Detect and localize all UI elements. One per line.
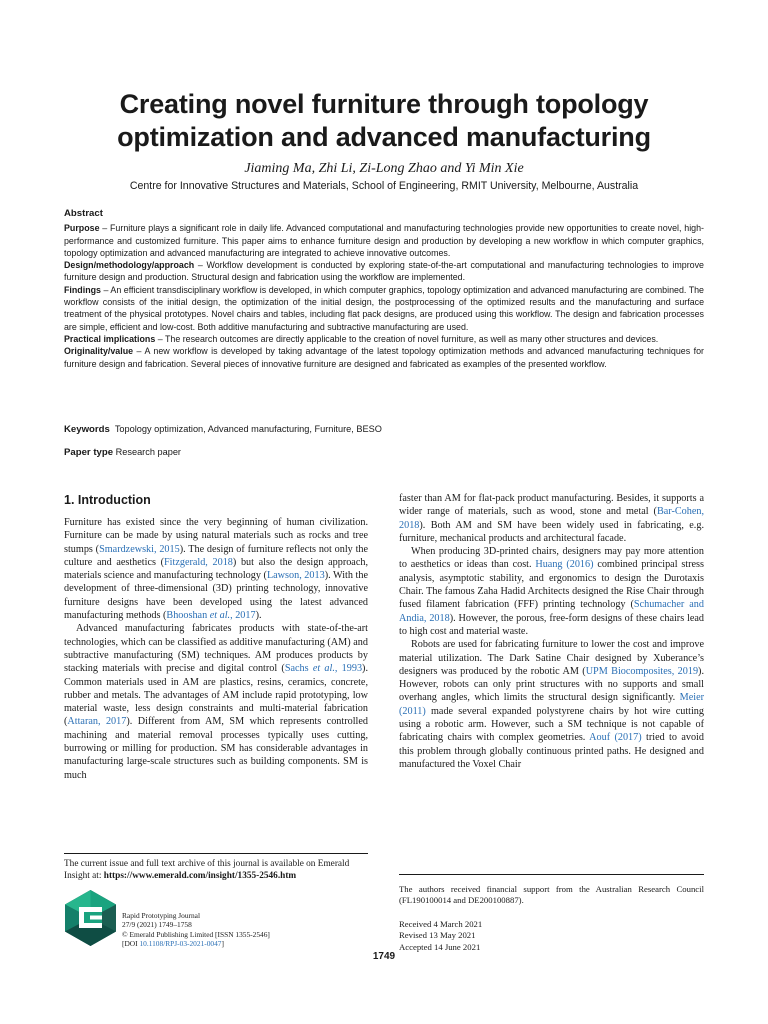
abstract-block <box>64 208 704 370</box>
journal-volume: 27/9 (2021) 1749–1758 <box>122 920 192 930</box>
title-line-2: optimization and advanced manufacturing <box>117 122 651 152</box>
journal-name: Rapid Prototyping Journal <box>122 911 201 920</box>
paper-type-text: Research paper <box>115 447 181 457</box>
citation-link[interactable]: Sachs et al., 1993 <box>284 663 363 675</box>
purpose-label: Purpose <box>64 223 100 234</box>
findings-label: Findings <box>64 284 101 295</box>
citation-link[interactable]: Huang (2016) <box>535 559 594 571</box>
funding-note: The authors received financial support from the Australian Research Council (FL190100014 and DE200100887). <box>399 884 704 906</box>
paragraph: Furniture has existed since the very beginning of human civilization. Furniture can be made by using natural materials such as rocks and tree stumps (Smardzewski, 2015). The design of furniture reflects not only the culture and aesthetics (Fitzgerald, 2018) but also the design approach, materials science and manufacturing technology (Lawson, 2013). With the development of three-dimensional (3D) printing technology, innovative furniture designs have been developed using the latest advanced manufacturing methods (Bhooshan et al., 2017). <box>64 517 369 622</box>
citation-link[interactable]: Smardzewski, 2015 <box>99 543 180 555</box>
keywords-label: Keywords <box>64 424 110 435</box>
design-label: Design/methodology/approach <box>64 260 195 271</box>
citation-link[interactable]: Aouf (2017) <box>589 732 642 744</box>
citation-link[interactable]: UPM Biocomposites, 2019 <box>585 665 699 677</box>
section-heading: 1. Introduction <box>64 493 151 507</box>
purpose-text: – Furniture plays a significant role in daily life. Advanced computational and manufacturing technologies provide new opportunities to create novel, high-performance and customized furniture. This paper aims to enhance furniture design and production by developing a new workflow in which computer graphics, topology optimization and advanced manufacturing are integrated to achieve innovative outcomes. <box>64 223 704 258</box>
keywords <box>64 424 704 435</box>
article-dates <box>399 919 482 953</box>
citation-link[interactable]: Meier (2011) <box>399 692 704 717</box>
affiliation: Centre for Innovative Structures and Materials, School of Engineering, RMIT University, Melbourne, Australia <box>129 180 639 192</box>
keywords-text: Topology optimization, Advanced manufacturing, Furniture, BESO <box>114 424 382 434</box>
citation-link[interactable]: Lawson, 2013 <box>266 570 325 582</box>
design-text: – Workflow development is conducted by exploring state-of-the-art computational and manufacturing technologies to improve furniture design and production. Structural design and fabrication using the workflow are implemented. <box>64 260 704 283</box>
paper-type-label: Paper type <box>64 447 114 458</box>
abstract-design <box>64 259 704 284</box>
paragraph: Advanced manufacturing fabricates products with state-of-the-art technologies, which can be classified as additive manufacturing (AM) and subtractive manufacturing (SM) techniques. AM produces products by stacking materials with precise and digital control (Sachs et al., 1993). Common materials used in AM are plastics, resins, ceramics, concrete, rubber and metals. The advantages of AM include rapid prototyping, low material waste, less design constraints and multi-material fabrication (Attaran, 2017). Different from AM, SM which represents controlled machining and material removal processes typically uses cutting, burrowing or milling for production. SM has considerable advantages in manufacturing large-scale structures such as building components. SM is much <box>64 623 368 781</box>
paragraph: faster than AM for flat-pack product manufacturing. Besides, it supports a wider range of materials, such as wood, stone and metal (Bar-Cohen, 2018). Both AM and SM have been widely used in fabricating, e.g. furniture, mechanical products and architectural facade. <box>399 493 704 544</box>
citation-link[interactable]: Bar-Cohen, 2018 <box>399 506 704 531</box>
journal-info <box>122 911 270 948</box>
page-number: 1749 <box>372 951 396 962</box>
abstract-originality <box>64 345 704 370</box>
practical-label: Practical implications <box>64 333 156 344</box>
journal-archive-note: The current issue and full text archive of this journal is available on Emerald Insight at: https://www.emerald.com/insight/1355-2546.htm <box>64 859 350 881</box>
citation-link[interactable]: Bhooshan et al., 2017 <box>166 610 256 622</box>
abstract-practical <box>64 333 704 345</box>
journal-publisher: © Emerald Publishing Limited [ISSN 1355-2546] <box>122 929 270 939</box>
accepted-date: Accepted 14 June 2021 <box>399 941 481 952</box>
body-column-left <box>64 516 368 782</box>
practical-text: – The research outcomes are directly applicable to the creation of novel furniture, as well as many other structures and devices. <box>155 333 659 344</box>
citation-link[interactable]: Fitzgerald, 2018 <box>164 556 233 568</box>
findings-text: – An efficient transdisciplinary workflow is developed, in which computer graphics, topology optimization and advanced manufacturing are combined. The workflow consists of the initial design, the optimization of the initial design, the postprocessing of the optimized results and the manufacturing and surface treatment of the physical prototypes. Novel chairs and tables, including flat pack designs, are produced using this workflow. The design and fabrication processes are simple, efficient and low-cost. Both additive manufacturing and subtractive manufacturing are used. <box>64 284 704 332</box>
authors: Jiaming Ma, Zhi Li, Zi-Long Zhao and Yi Min Xie <box>244 161 524 176</box>
paragraph: Robots are used for fabricating furniture to lower the cost and improve material utilization. The Dark Satine Chair designed by Xuberance’s designers was produced by the robotic AM (UPM Biocomposites, 2019). However, robots can only print structures with no supports and small overhang angles, which limits the structural design significantly. Meier (2011) made several expanded polystyrene chairs by hot wire cutting using a robotic arm. However, such a SM technique is not capable of fabricating chairs with complex geometries. Aouf (2017) tried to avoid this problem through globally continuous printed paths. He designed and manufactured the Voxel Chair <box>399 639 704 770</box>
originality-label: Originality/value <box>64 346 134 357</box>
paragraph: When producing 3D-printed chairs, designers may pay more attention to aesthetics or ideas than cost. Huang (2016) combined principal stress analysis, asymptotic stability, and ergonomics to design the Durotaxis Chair. The famous Zaha Hadid Architects designed the Rise Chair through fused filament fabrication (FFF) printing technology (Schumacher and Andia, 2018). However, the porous, free-form designs of these chairs lead to high cost and material waste. <box>399 546 705 637</box>
emerald-logo-icon <box>64 889 117 946</box>
paper-title <box>0 88 768 154</box>
citation-link[interactable]: Attaran, 2017 <box>67 716 127 728</box>
title-line-1: Creating novel furniture through topology <box>119 89 649 119</box>
abstract-purpose <box>64 222 704 259</box>
received-date: Received 4 March 2021 <box>399 919 483 929</box>
journal-doi: [DOI 10.1108/RPJ-03-2021-0047] <box>122 938 224 948</box>
body-column-right <box>399 492 704 771</box>
paper-type <box>64 447 704 458</box>
footnote-rule-left <box>64 853 368 854</box>
revised-date: Revised 13 May 2021 <box>399 930 476 941</box>
originality-text: – A new workflow is developed by taking advantage of the latest topology optimization methods and advanced manufacturing techniques for furniture design and fabrication. Several pieces of innovative furniture are designed and fabricated as examples of the presented workflow. <box>64 346 704 369</box>
doi-link[interactable]: 10.1108/RPJ-03-2021-0047 <box>139 938 222 948</box>
footnote-rule-right <box>399 874 704 875</box>
journal-url[interactable]: https://www.emerald.com/insight/1355-2546.htm <box>103 871 297 881</box>
citation-link[interactable]: Schumacher and Andia, 2018 <box>399 599 704 624</box>
abstract-findings <box>64 284 704 333</box>
abstract-heading: Abstract <box>64 208 103 219</box>
